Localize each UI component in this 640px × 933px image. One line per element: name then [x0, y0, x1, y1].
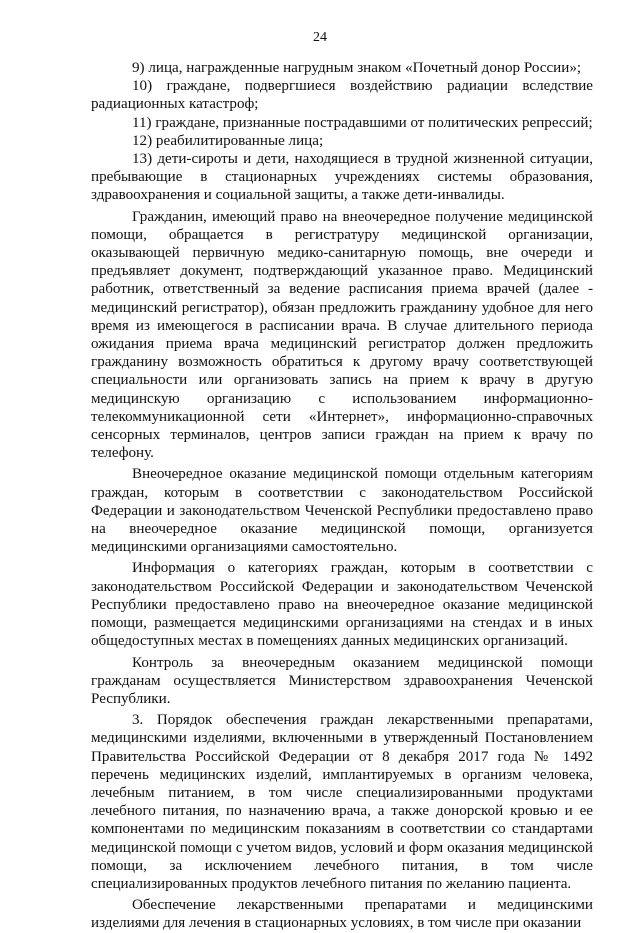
page-number: 24 — [313, 30, 327, 45]
list-item-13: 13) дети-сироты и дети, находящиеся в трудной жизненной ситуации, пребывающие в стационарных учреждениях системы образования, здравоохранения и социальной защиты, а также дети-инвалиды. — [91, 151, 593, 204]
list-item-11: 11) граждане, признанные пострадавшими от политических репрессий; — [132, 114, 593, 131]
document-body — [91, 59, 593, 933]
paragraph-priority-appointment: Гражданин, имеющий право на внеочередное получение медицинской помощи, обращается в регистратуру медицинской организации, оказывающей первичную медико-санитарную помощь, вне очереди и предъявляет документ, подтверждающий указанное право. Медицинский работник, ответственный за ведение расписания приема врачей (далее - медицинский регистратор), обязан предложить гражданину удобное для него время из имеющегося в расписании врача. В случае длительного периода ожидания приема врача медицинский регистратор должен предложить гражданину возможность обратиться к другому врачу соответствующей специальности или организовать запись на прием к врачу в другую медицинскую организацию с использованием информационно-телекоммуникационной сети «Интернет», информационно-справочных сенсорных терминалов, центров записи граждан на прием к врачу по телефону. — [91, 208, 593, 462]
list-item-12: 12) реабилитированные лица; — [132, 132, 324, 149]
paragraph-priority-care: Внеочередное оказание медицинской помощи отдельным категориям граждан, которым в соответствии с законодательством Российской Федерации и законодательством Чеченской Республики предоставлено право на внеочередное оказание медицинской помощи, организуется медицинскими организациями самостоятельно. — [91, 466, 593, 556]
section-3-heading-paragraph: 3. Порядок обеспечения граждан лекарственными препаратами, медицинскими изделиями, включенными в утвержденный Постановлением Правительства Российской Федерации от 8 декабря 2017 года № 1492 перечень медицинских изделий, имплантируемых в организм человека, лечебным питанием, в том числе специализированными продуктами лечебного питания, по назначению врача, а также донорской кровью и ее компонентами по медицинским показаниям в соответствии со стандартами медицинской помощи с учетом видов, условий и форм оказания медицинской помощи, за исключением лечебного питания, в том числе специализированных продуктов лечебного питания по желанию пациента. — [91, 712, 593, 892]
list-item-10: 10) граждане, подвергшиеся воздействию радиации вследствие радиационных катастроф; — [91, 78, 593, 113]
paragraph-information-placement: Информация о категориях граждан, которым в соответствии с законодательством Российской Федерации и законодательством Чеченской Республики предоставлено право на внеочередное оказание медицинской помощи, размещается медицинскими организациями на стендах и в иных общедоступных местах в помещениях данных медицинских организаций. — [91, 560, 593, 650]
paragraph-control: Контроль за внеочередным оказанием медицинской помощи гражданам осуществляется Министерством здравоохранения Чеченской Республики. — [91, 654, 593, 707]
paragraph-inpatient-supply: Обеспечение лекарственными препаратами и медицинскими изделиями для лечения в стационарных условиях, в том числе при оказании — [91, 897, 593, 932]
list-item-9: 9) лица, награжденные нагрудным знаком «Почетный донор России»; — [132, 60, 582, 76]
